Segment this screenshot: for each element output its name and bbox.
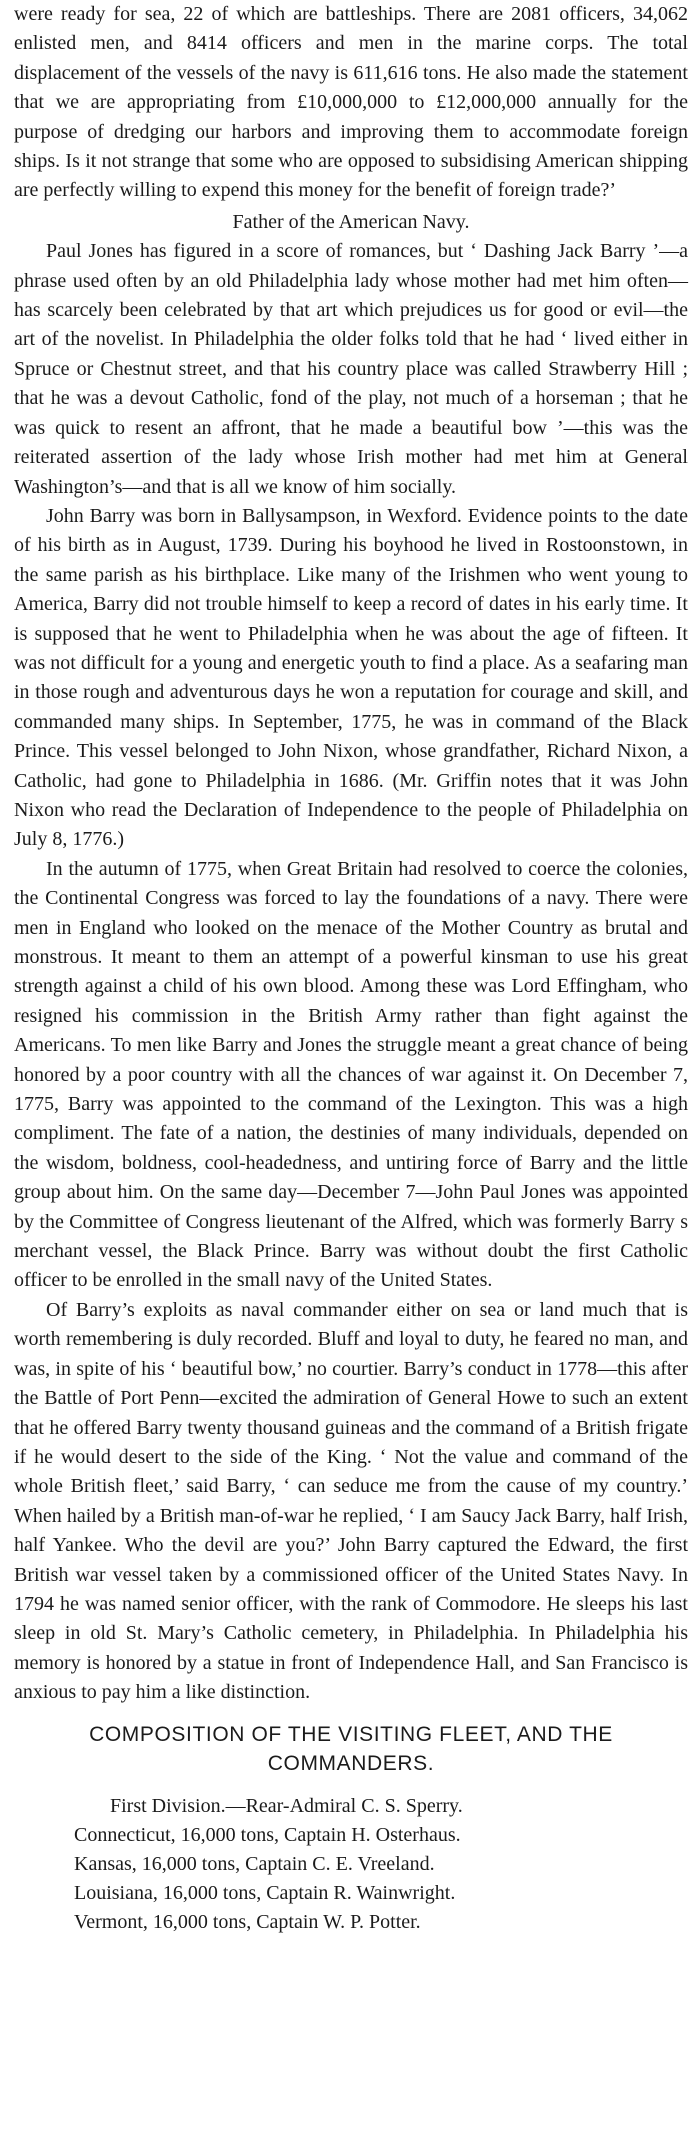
section-heading: COMPOSITION OF THE VISITING FLEET, AND THE COMMANDERS. — [89, 1722, 613, 1775]
list-item: Kansas, 16,000 tons, Captain C. E. Vreeland. — [74, 1852, 435, 1875]
subheading: Father of the American Navy. — [232, 210, 470, 233]
list-item: Connecticut, 16,000 tons, Captain H. Osterhaus. — [74, 1823, 461, 1846]
paragraph: In the autumn of 1775, when Great Britain had resolved to coerce the colonies, the Continental Congress was forced to lay the foundations of a navy. There were men in England who looked on the menace of the Mother Country as brutal and monstrous. It meant to them an attempt of a powerful kinsman to use his great strength against a child of his own blood. Among these was Lord Effingham, who resigned his commission in the British Army rather than fight against the Americans. To men like Barry and Jones the struggle meant a great chance of being honored by a poor country with all the chances of war against it. On December 7, 1775, Barry was appointed to the command of the Lexington. This was a high compliment. The fate of a nation, the destinies of many individuals, depended on the wisdom, boldness, cool-headedness, and untiring force of Barry and the little group about him. On the same day—December 7—John Paul Jones was appointed by the Committee of Congress lieutenant of the Alfred, which was formerly Barry s merchant vessel, the Black Prince. Barry was without doubt the first Catholic officer to be enrolled in the small navy of the United States. — [14, 857, 688, 1292]
ship-list — [14, 1821, 688, 1937]
list-item: Louisiana, 16,000 tons, Captain R. Wainwright. — [74, 1881, 456, 1904]
paragraph: John Barry was born in Ballysampson, in Wexford. Evidence points to the date of his birth as in August, 1739. During his boyhood he lived in Rostoonstown, in the same parish as his birthplace. Like many of the Irishmen who went young to America, Barry did not trouble himself to keep a record of dates in his early time. It is supposed that he went to Philadelphia when he was about the age of fifteen. It was not difficult for a young and energetic youth to find a place. As a seafaring man in those rough and adventurous days he won a reputation for courage and skill, and commanded many ships. In September, 1775, he was in command of the Black Prince. This vessel belonged to John Nixon, whose grandfather, Richard Nixon, a Catholic, had gone to Philadelphia in 1686. (Mr. Griffin notes that it was John Nixon who read the Declaration of Independence to the people of Philadelphia on July 8, 1776.) — [14, 504, 688, 851]
list-item: Vermont, 16,000 tons, Captain W. P. Potter. — [74, 1910, 421, 1933]
paragraph: Of Barry’s exploits as naval commander either on sea or land much that is worth remembering is duly recorded. Bluff and loyal to duty, he feared no man, and was, in spite of his ‘ beautiful bow,’ no courtier. Barry’s conduct in 1778—this after the Battle of Port Penn—excited the admiration of General Howe to such an extent that he offered Barry twenty thousand guineas and the command of a British frigate if he would desert to the side of the King. ‘ Not the value and command of the whole British fleet,’ said Barry, ‘ can seduce me from the cause of my country.’ When hailed by a British man-of-war he replied, ‘ I am Saucy Jack Barry, half Irish, half Yankee. Who the devil are you?’ John Barry captured the Edward, the first British war vessel taken by a commissioned officer of the United States Navy. In 1794 he was named senior officer, with the rank of Commodore. He sleeps his last sleep in old St. Mary’s Catholic cemetery, in Philadelphia. In Philadelphia his memory is honored by a statue in front of Independence Hall, and San Francisco is anxious to pay him a like distinction. — [14, 1298, 688, 1704]
paragraph-continued: were ready for sea, 22 of which are battleships. There are 2081 officers, 34,062 enlisted men, and 8414 officers and men in the marine corps. The total displacement of the vessels of the navy is 611,616 tons. He also made the statement that we are appropriating from £10,000,000 to £12,000,000 annually for the purpose of dredging our harbors and improving them to accommodate foreign ships. Is it not strange that some who are opposed to subsidising American shipping are perfectly willing to expend this money for the benefit of foreign trade?’ — [14, 3, 688, 202]
paragraph: Paul Jones has figured in a score of romances, but ‘ Dashing Jack Barry ’—a phrase used often by an old Philadelphia lady whose mother had met him often—has scarcely been celebrated by that art which prejudices us for good or evil—the art of the novelist. In Philadelphia the older folks told that he had ‘ lived either in Spruce or Chestnut street, and that his country place was called Strawberry Hill ; that he was a devout Catholic, fond of the play, not much of a horseman ; that he was quick to resent an affront, that he made a beautiful bow ’—this was the reiterated assertion of the lady whose Irish mother had met him at General Washington’s—and that is all we know of him socially. — [14, 240, 688, 498]
division-heading: First Division.—Rear-Admiral C. S. Sperry. — [110, 1794, 463, 1817]
